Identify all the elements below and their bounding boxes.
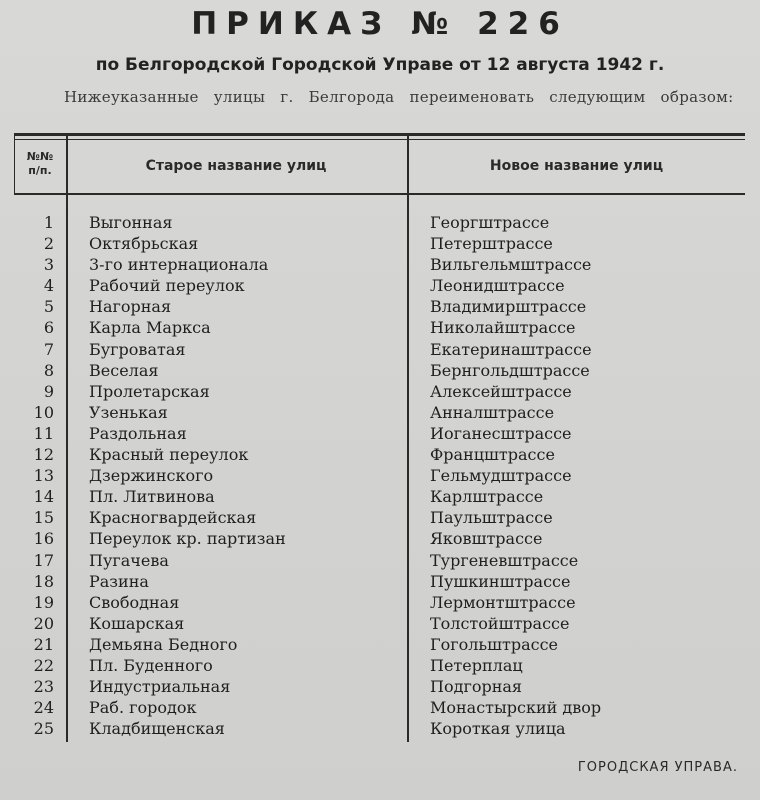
old-street-name: Веселая <box>89 360 159 380</box>
old-street-name: Узенькая <box>89 402 168 422</box>
row-number: 23 <box>33 677 54 697</box>
table-row <box>0 592 760 613</box>
old-street-name: Нагорная <box>89 297 172 317</box>
new-street-name: Георгштрассе <box>430 213 550 232</box>
header-old-name: Старое название улиц <box>145 158 327 174</box>
table-row <box>0 254 760 275</box>
row-number: 1 <box>43 213 54 232</box>
table-row <box>0 296 760 317</box>
table-header-divider <box>14 193 745 195</box>
row-number: 7 <box>43 339 54 359</box>
row-number: 17 <box>33 550 54 570</box>
new-street-name: Короткая улица <box>430 719 566 739</box>
table-row <box>0 360 760 381</box>
row-number: 22 <box>33 655 54 675</box>
row-number: 18 <box>33 571 54 591</box>
table-row <box>0 550 760 571</box>
old-street-name: Бугроватая <box>89 339 186 359</box>
table-row <box>0 402 760 423</box>
new-street-name: Лермонтштрассе <box>430 592 576 612</box>
table-row <box>0 571 760 592</box>
table-row <box>0 233 760 254</box>
row-number: 10 <box>33 402 54 422</box>
order-title: ПРИКАЗ № 226 <box>191 6 569 42</box>
row-number: 2 <box>43 234 54 254</box>
row-number: 19 <box>33 592 54 612</box>
row-number: 16 <box>33 529 54 549</box>
row-number: 24 <box>33 698 54 718</box>
row-number: 21 <box>33 634 54 654</box>
header-number <box>14 150 66 178</box>
new-street-name: Анналштрассе <box>430 402 555 422</box>
new-street-name: Екатеринаштрассе <box>430 339 592 359</box>
new-street-name: Петерштрассе <box>430 234 553 254</box>
new-street-name: Гогольштрассе <box>430 634 559 654</box>
old-street-name: Свободная <box>89 592 180 612</box>
new-street-name: Вильгельмштрассе <box>430 255 592 275</box>
row-number: 20 <box>33 613 54 633</box>
table-row <box>0 339 760 360</box>
table-row <box>0 444 760 465</box>
header-number-line2: п/п. <box>28 164 52 177</box>
new-street-name: Толстойштрассе <box>430 613 570 633</box>
row-number: 13 <box>33 466 54 486</box>
old-street-name: Октябрьская <box>89 234 199 254</box>
new-street-name: Николайштрассе <box>430 318 576 338</box>
old-street-name: Красногвардейская <box>89 508 257 528</box>
row-number: 12 <box>33 445 54 465</box>
order-intro: Нижеуказанные улицы г. Белгорода переименовать следующим образом: <box>64 88 734 106</box>
row-number: 15 <box>33 508 54 528</box>
signature-footer: ГОРОДСКАЯ УПРАВА. <box>577 760 738 775</box>
table-row <box>0 423 760 444</box>
table-row <box>0 381 760 402</box>
table-row <box>0 275 760 296</box>
new-street-name: Владимирштрассе <box>430 297 587 317</box>
row-number: 25 <box>33 719 54 739</box>
header-number-line1: №№ <box>26 150 54 163</box>
table-row <box>0 634 760 655</box>
new-street-name: Подгорная <box>430 677 522 697</box>
old-street-name: Пл. Литвинова <box>89 487 215 507</box>
old-street-name: Раб. городок <box>89 698 197 718</box>
table-row <box>0 655 760 676</box>
old-street-name: Пл. Буденного <box>89 655 213 675</box>
old-street-name: Индустриальная <box>89 677 231 697</box>
old-street-name: Рабочий переулок <box>89 276 245 296</box>
old-street-name: Кладбищенская <box>89 719 225 739</box>
old-street-name: Разина <box>89 571 149 591</box>
new-street-name: Петерплац <box>430 655 523 675</box>
row-number: 9 <box>43 381 54 401</box>
old-street-name: Раздольная <box>89 423 187 443</box>
table-top-border-thin <box>14 139 745 140</box>
new-street-name: Тургеневштрассе <box>430 550 579 570</box>
table-row <box>0 507 760 528</box>
old-street-name: 3-го интернационала <box>89 255 269 275</box>
old-street-name: Выгонная <box>89 213 173 232</box>
new-street-name: Карлштрассе <box>430 487 544 507</box>
new-street-name: Монастырский двор <box>430 698 602 718</box>
old-street-name: Кошарская <box>89 613 185 633</box>
old-street-name: Пролетарская <box>89 381 210 401</box>
old-street-name: Пугачева <box>89 550 169 570</box>
table-row <box>0 676 760 697</box>
new-street-name: Францштрассе <box>430 445 555 465</box>
table-row <box>0 465 760 486</box>
new-street-name: Паульштрассе <box>430 508 553 528</box>
new-street-name: Гельмудштрассе <box>430 466 572 486</box>
header-new-name: Новое название улиц <box>489 158 664 174</box>
row-number: 4 <box>43 276 54 296</box>
row-number: 5 <box>43 297 54 317</box>
new-street-name: Пушкинштрассе <box>430 571 571 591</box>
table-row <box>0 528 760 549</box>
row-number: 3 <box>43 255 54 275</box>
table-row <box>0 317 760 338</box>
old-street-name: Карла Маркса <box>89 318 211 338</box>
row-number: 14 <box>33 487 54 507</box>
old-street-name: Демьяна Бедного <box>89 634 238 654</box>
row-number: 11 <box>33 423 54 443</box>
new-street-name: Леонидштрассе <box>430 276 565 296</box>
old-street-name: Дзержинского <box>89 466 214 486</box>
new-street-name: Иоганесштрассе <box>430 423 572 443</box>
table-row <box>0 697 760 718</box>
table-body <box>0 212 760 739</box>
row-number: 6 <box>43 318 54 338</box>
old-street-name: Красный переулок <box>89 445 249 465</box>
table-row <box>0 718 760 739</box>
table-top-border <box>14 133 745 136</box>
new-street-name: Бернгольдштрассе <box>430 360 590 380</box>
table-row <box>0 486 760 507</box>
table-row <box>0 613 760 634</box>
order-subtitle: по Белгородской Городской Управе от 12 августа 1942 г. <box>95 55 665 75</box>
old-street-name: Переулок кр. партизан <box>89 529 286 549</box>
new-street-name: Алексейштрассе <box>430 381 572 401</box>
table-row <box>0 212 760 233</box>
row-number: 8 <box>43 360 54 380</box>
new-street-name: Яковштрассе <box>430 529 543 549</box>
